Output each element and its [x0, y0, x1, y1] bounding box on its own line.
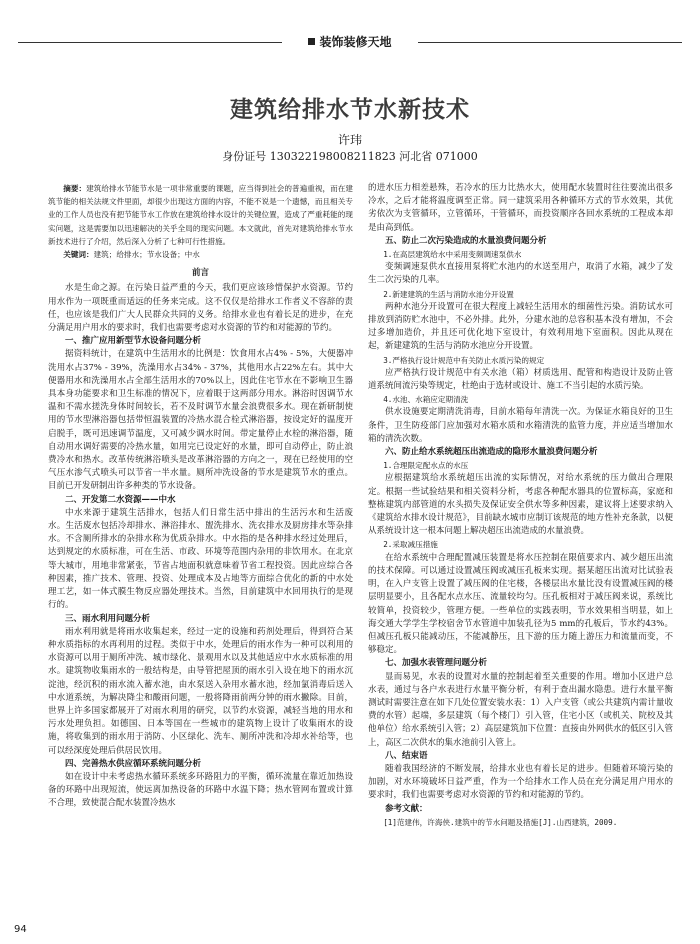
subsection-heading: 1.在高层建筑给水中采用变频调速泵供水	[383, 250, 522, 260]
subsection-heading: 2.新建建筑的生活与消防水池分开设置	[383, 289, 514, 299]
section-heading: 一、推广应用新型节水设备问题分析	[65, 336, 202, 347]
reference-item: [1]范建伟，许海侠.建筑中的节水问题及措施[J].山西建筑，2009.	[383, 817, 618, 827]
section-heading: 三、雨水利用问题分析	[65, 613, 151, 624]
section-heading: 六、防止给水系统超压出流造成的隐形水量浪费问题分析	[385, 447, 598, 458]
section-heading: 七、加强水表管理问题分析	[385, 658, 488, 669]
paragraph: 供水设施要定期清洗消毒，目前水箱每年清洗一次。为保证水箱良好的卫生条件，卫生防疫部门应加强对水箱水质和水箱清洗的监管力度，并应适当增加水箱的清洗次数。	[368, 407, 673, 444]
paragraph: 如在设计中未考虑热水循环系统多环路阻力的平衡，循环流量在靠近加热设备的环路中出现短流，使远离加热设备的环路中水温下降；热水管网布置或计算不合理，致使混合配水装置冷热水	[48, 771, 353, 809]
paragraph: 应严格执行设计规范中有关水池（箱）材质选用、配管和构造设计及防止管道系统间流污染等规定，杜绝由于选材或设计、施工不当引起的水质污染。	[368, 367, 673, 392]
paragraph: 中水来源于建筑生活排水，包括人们日常生活中排出的生活污水和生活废水。生活废水包括冷却排水、淋浴排水、盥洗排水、洗衣排水及厨房排水等杂排水。不含厕所排水的杂排水称为优质杂排水。中水指的是各种排水经过处理后，达到规定的水质标准，可在生活、市政、环境等范围内杂用的非饮用水。在北京等大城市，用地非常紧张，节省占地面积就意味着节省工程投资。因此应综合各种因素，推广技术、管理、投资、处理成本及占地等方面综合优化的新的中水处理工艺，如一体式膜生物反应器处理技术。当然，目前建筑中水回用执行的是现行的。	[48, 507, 353, 611]
subsection-heading: 4.水池、水箱应定期清洗	[383, 395, 469, 405]
subsection-heading: 3.严格执行设计规范中有关防止水质污染的规定	[383, 355, 545, 365]
subsection-heading: 2.采取减压措施	[383, 540, 438, 550]
author-affiliation: 身份证号 130322198008211823 河北省 071000	[222, 150, 478, 163]
abstract: 摘要：建筑给排水节能节水是一项非常重要的课题，应当得到社会的普遍重视，而在建筑节能的相关法规文件里面，却很少出现这方面的内容，不能不说是一个遗憾，而且相关专业的工作人员也没有把节能节水工作放在建筑给排水设计的关键位置，造成了严重耗能的现实问题，这是需要加以迅速解决的关乎全局的现实问题。本文就此，首先对建筑给排水节水新技术进行了介绍，然后深入分析了七种可行性措施。	[48, 184, 354, 246]
section-header	[0, 16, 700, 49]
section-heading: 五、防止二次污染造成的水量浪费问题分析	[385, 235, 547, 246]
square-bullet-icon	[308, 38, 315, 45]
left-column	[48, 182, 353, 811]
right-column	[368, 182, 673, 829]
paragraph: 据资料统计，在建筑中生活用水的比例是：饮食用水占4% - 5%，大便器冲洗用水占37% - 39%，洗澡用水占34% - 37%，其他用水占22%左右。其中大便器用水和洗澡用水占全部生活用水的70%以上，因此住宅节水在不影响卫生器具本身功能要求和卫生标准的情况下，应着眼于这两部分用水。淋浴时因调节水温和不需水搓洗身体时间较长，若不及时调节水量会浪费很多水。现在新研制使用的节水型淋浴器包括带恒温装置的冷热水混合栓式淋浴器，按设定好的温度开启脱手，既可迅速调节温度，又可减少调水时间。带定量停止水栓的淋浴器，随自动用水调好需要的冷热水量，如用完已设定好的水量，即可自动停止，防止浪费冷水和热水。改革传统淋浴喷头是改革淋浴器的方向之一，现在已经使用的空气压水渗气式喷头可以节省一半水量。厕所冲洗设备的节水是建筑节水的重点。目前已开发研制出许多种类的节水设备。	[48, 349, 353, 492]
paragraph: 在给水系统中合理配置减压装置是将水压控制在限值要求内、减少超压出流的技术保障。可以通过设置减压阀或减压孔板来实现。据某超压出流对比试验表明，在入户支管上设置了减压阀的住宅楼，各楼层出水量比没有设置减压阀的楼层明显要小，且各配水点水压、流量较均匀。压孔板相对于减压阀来说，系统比较简单，投资较少，管理方便。一些单位的实践表明，节水效果相当明显，如上海交通大学学生学校宿舍节水管道中加装孔径为5 mm的孔板后，节水约43%。但减压孔板只能减动压，不能减静压，且下游的压力随上游压力和流量而变，不够稳定。	[368, 552, 673, 656]
section-heading: 前言	[191, 268, 209, 279]
article-title: 建筑给排水节水新技术	[230, 97, 470, 123]
paragraph: 的进水压力相差悬殊，若冷水的压力比热水大，使用配水装置时往往要流出很多冷水，之后才能将温度调至正常。同一建筑采用各种循环方式的节水效果，其优劣依次为支管循环，立管循环，干管循环，而投资顺序各回水系统的工程成本却是由高到低。	[368, 183, 673, 233]
section-heading: 二、开发第二水资源——中水	[65, 494, 176, 505]
section-heading: 四、完善热水供应循环系统问题分析	[65, 758, 202, 769]
paragraph: 变频调速泵供水直接用泵将贮水池内的水送至用户，取消了水箱，减少了发生二次污染的几率。	[368, 262, 673, 286]
references-heading: 参考文献：	[385, 803, 428, 814]
page-number: 94	[14, 924, 27, 935]
paragraph: 应根据建筑给水系统超压出流的实际情况，对给水系统的压力做出合理限定。根据一些试验结果和相关资料分析，考虑各种配水器具的位置标高，家庭和整栋建筑内部管道的水头损失及保证安全供水等多种因素，建议将上述要求纳入《建筑给水排水设计规范》，目前缺水城市应制订该规范的地方性补充条款，以便从系统设计这一根本问题上解决超压出流造成的水量浪费。	[368, 473, 673, 537]
paragraph: 两种水池分开设置可在很大程度上减轻生活用水的细菌性污染。消防试水可排放到消防贮水池中，不必外排。此外，分建水池的总容积基本没有增加，不会过多增加造价，并且还可优化地下室设计，有效利用地下室面积。因此从现在起，新建建筑的生活与消防水池应分开设置。	[368, 301, 673, 352]
subsection-heading: 1.合理限定配水点的水压	[383, 461, 469, 471]
paragraph: 雨水利用就是将雨水收集起来，经过一定的设施和药剂处理后，得到符合某种水质指标的水再利用的过程。类似于中水，处理后的雨水作为一种可以利用的水资源可以用于厕所冲洗、城市绿化、景观用水以及其他适应中水水质标准的用水。建筑物收集雨水的一般结构是，由导管把屋顶的雨水引入设在地下的雨水沉淀池，经沉积的雨水流入蓄水池，由水泵送入杂用水蓄水池，经加氯消毒后送入中水道系统，为解决降尘和酸雨问题，一般将降雨前两分钟的雨水撇除。目前，世界上许多国家都展开了对雨水利用的研究，以节约水资源，减轻当地的用水和污水处理负担。如德国、日本等国在一些城市的建筑物上设计了收集雨水的设施，将收集到的雨水用于消防、小区绿化、洗车、厕所冲洗和冷却水补给等，也可以经深度处理后供居民饮用。	[48, 626, 353, 756]
author-name: 许玮	[337, 133, 362, 147]
section-heading: 八、结束语	[385, 750, 428, 761]
paragraph: 显而易见，水表的设置对水量的控制起着至关重要的作用。增加小区进户总水表，通过与各户水表进行水量平衡分析，有利于查出漏水隐患。进行水量平衡测试时需要注意在如下几处位置安装水表：1）入户支管（或公共建筑内需计量收费的水管）起端，多层建筑（每个楼门）引入管，住宅小区（或机关、院校及其他单位）给水系统引入管；2）高层建筑加下位置：直接由外网供水的低区引入管上，高区二次供水的集水池前引入管上。	[368, 671, 673, 748]
section-label: 装饰装修天地	[282, 33, 418, 51]
keywords: 关键词：建筑；给排水；节水设备；中水	[63, 250, 200, 260]
paragraph: 随着我国经济的不断发展，给排水业也有着长足的进步。但随着环境污染的加剧，对水环境破坏日益严重，作为一个给排水工作人员在充分满足用户用水的要求时，我们也需要考虑对水资源的节约和对能源的节约。	[368, 763, 673, 801]
paragraph: 水是生命之源。在污染日益严重的今天，我们更应该珍惜保护水资源。节约用水作为一项既重而适远的任务来完成。这不仅仅是给排水工作者义不容辞的责任，也应该是我们广大人民群众共同的义务。给排水业也有着长足的进步，在充分满足用户用水的要求时，我们也需要考虑对水资源的节约和对能源的节约。	[48, 283, 353, 334]
